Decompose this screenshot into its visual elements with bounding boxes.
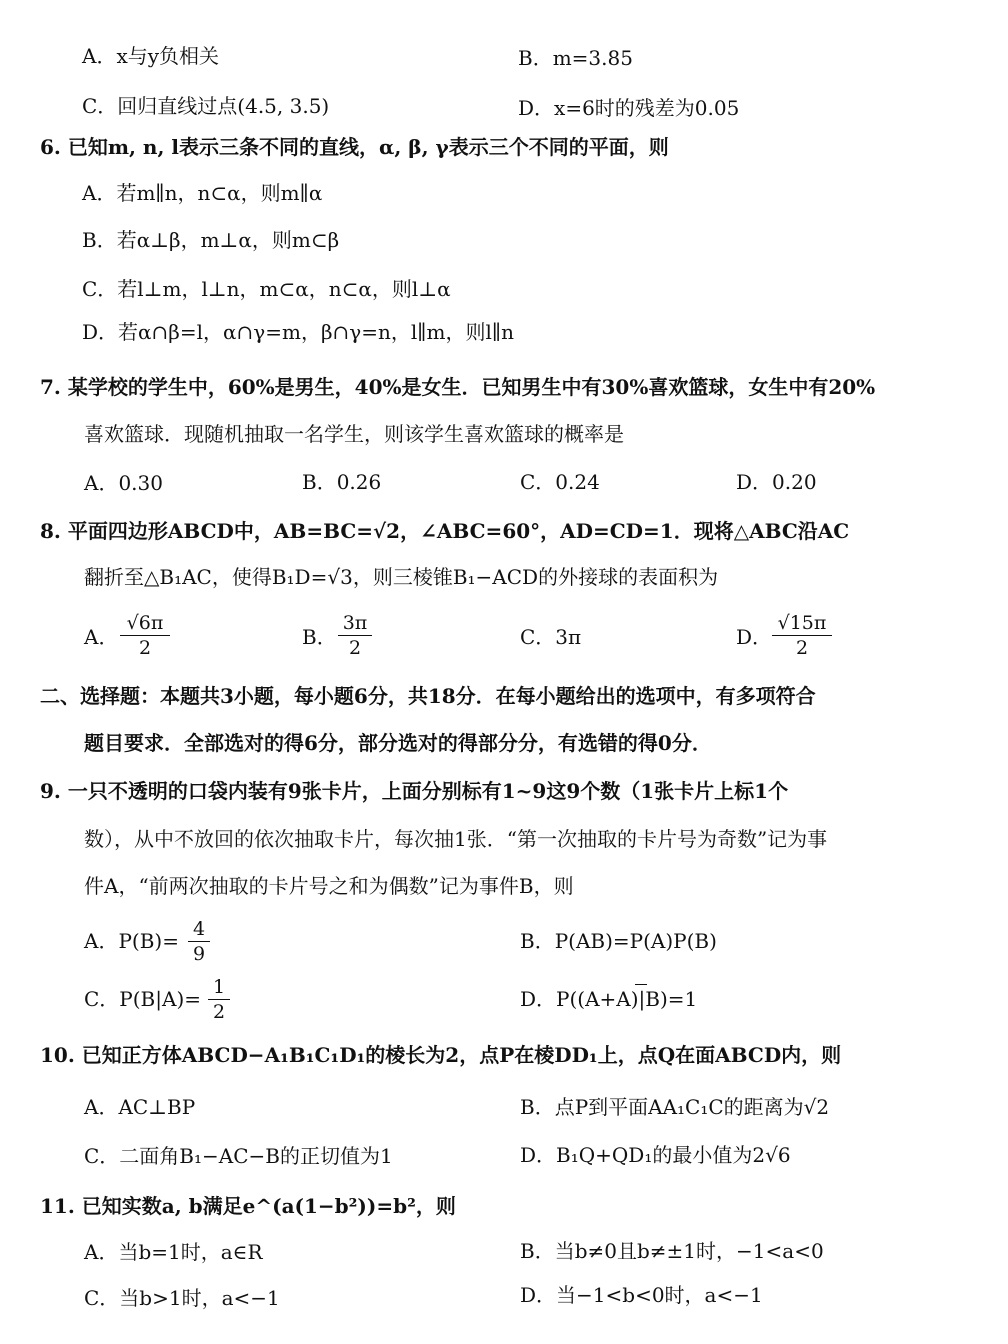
fraction-bar <box>772 635 832 636</box>
q11-option-b: B．当b≠0且b≠±1时，−1<a<0 <box>520 1239 824 1263</box>
q7-stem-line2: 喜欢篮球．现随机抽取一名学生，则该学生喜欢篮球的概率是 <box>84 422 624 446</box>
q8-option-a-denominator: 2 <box>138 637 152 659</box>
q8-option-b-fraction <box>338 612 372 659</box>
q8-option-d-denominator: 2 <box>795 637 809 659</box>
q9-option-d: D．P((A+A)|B)=1 <box>520 987 698 1011</box>
q5-option-b: B．m=3.85 <box>518 46 633 70</box>
q9-option-c-fraction <box>208 976 230 1023</box>
q8-option-b-label: B． <box>302 625 337 649</box>
q5-option-a: A．x与y负相关 <box>82 44 220 68</box>
q8-option-b-numerator: 3π <box>342 612 368 634</box>
q8-option-a-fraction <box>120 612 170 659</box>
section-2-heading-line2: 题目要求．全部选对的得6分，部分选对的得部分分，有选错的得0分． <box>84 731 712 755</box>
q11-option-c: C．当b>1时，a<−1 <box>84 1286 280 1310</box>
q7-option-a: A．0.30 <box>84 471 163 495</box>
q6-option-b: B．若α⊥β，m⊥α，则m⊂β <box>82 228 340 252</box>
q8-stem-line2: 翻折至△B₁AC，使得B₁D=√3，则三棱锥B₁−ACD的外接球的表面积为 <box>84 565 719 589</box>
q8-option-d-label: D． <box>736 625 773 649</box>
q7-option-c: C．0.24 <box>520 470 600 494</box>
q8-option-c: C．3π <box>520 625 582 649</box>
q5-option-c: C．回归直线过点(4.5, 3.5) <box>82 94 330 118</box>
q8-option-a-label: A． <box>84 625 119 649</box>
q9-option-a-numerator: 4 <box>192 918 206 940</box>
q9-stem-line1: 9. 一只不透明的口袋内装有9张卡片，上面分别标有1~9这9个数（1张卡片上标1个 <box>40 779 789 803</box>
q10-option-d: D．B₁Q+QD₁的最小值为2√6 <box>520 1143 791 1167</box>
q6-option-d: D．若α∩β=l，α∩γ=m，β∩γ=n，l∥m，则l∥n <box>82 320 514 344</box>
q6-option-a: A．若m∥n，n⊂α，则m∥α <box>82 181 323 205</box>
q9-option-b: B．P(AB)=P(A)P(B) <box>520 929 717 953</box>
q9-option-a-label: A．P(B)= <box>84 929 179 953</box>
q10-stem: 10. 已知正方体ABCD−A₁B₁C₁D₁的棱长为2，点P在棱DD₁上，点Q在面ABCD内，则 <box>40 1043 842 1067</box>
q7-option-b: B．0.26 <box>302 470 382 494</box>
fraction-bar <box>338 635 372 636</box>
q8-option-a-numerator: √6π <box>126 612 164 634</box>
q9-stem-line3: 件A，“前两次抽取的卡片号之和为偶数”记为事件B，则 <box>84 874 574 898</box>
fraction-bar <box>208 999 230 1000</box>
q9-option-a-denominator: 9 <box>192 943 206 965</box>
q11-option-a: A．当b=1时，a∈R <box>84 1240 263 1264</box>
q7-option-d: D．0.20 <box>736 470 817 494</box>
q11-stem: 11. 已知实数a, b满足e^(a(1−b²))=b²，则 <box>40 1194 456 1218</box>
q8-option-b-denominator: 2 <box>348 637 362 659</box>
q6-stem: 6. 已知m, n, l表示三条不同的直线，α, β, γ表示三个不同的平面，则 <box>40 135 669 159</box>
q10-option-c: C．二面角B₁−AC−B的正切值为1 <box>84 1144 393 1168</box>
q6-option-c: C．若l⊥m，l⊥n，m⊂α，n⊂α，则l⊥α <box>82 277 451 301</box>
q9-stem-line2: 数），从中不放回的依次抽取卡片，每次抽1张．“第一次抽取的卡片号为奇数”记为事 <box>84 827 828 851</box>
fraction-bar <box>188 941 210 942</box>
q8-option-d-numerator: √15π <box>777 612 827 634</box>
q9-option-a-fraction <box>188 918 210 965</box>
q10-option-b: B．点P到平面AA₁C₁C的距离为√2 <box>520 1095 830 1119</box>
q7-stem-line1: 7. 某学校的学生中，60%是男生，40%是女生．已知男生中有30%喜欢篮球，女生中有20% <box>40 375 876 399</box>
q8-stem-line1: 8. 平面四边形ABCD中，AB=BC=√2，∠ABC=60°，AD=CD=1．现将△ABC沿AC <box>40 519 850 543</box>
q9-option-c-label: C．P(B|A)= <box>84 987 202 1011</box>
q9-option-c-numerator: 1 <box>212 976 226 998</box>
section-2-heading-line1: 二、选择题：本题共3小题，每小题6分，共18分．在每小题给出的选项中，有多项符合 <box>40 684 816 708</box>
q11-option-d: D．当−1<b<0时，a<−1 <box>520 1283 763 1307</box>
q5-option-d: D．x=6时的残差为0.05 <box>518 96 740 120</box>
q8-option-d-fraction <box>772 612 832 659</box>
complement-overbar <box>635 984 647 985</box>
q10-option-a: A．AC⊥BP <box>84 1095 196 1119</box>
fraction-bar <box>120 635 170 636</box>
q9-option-c-denominator: 2 <box>212 1001 226 1023</box>
